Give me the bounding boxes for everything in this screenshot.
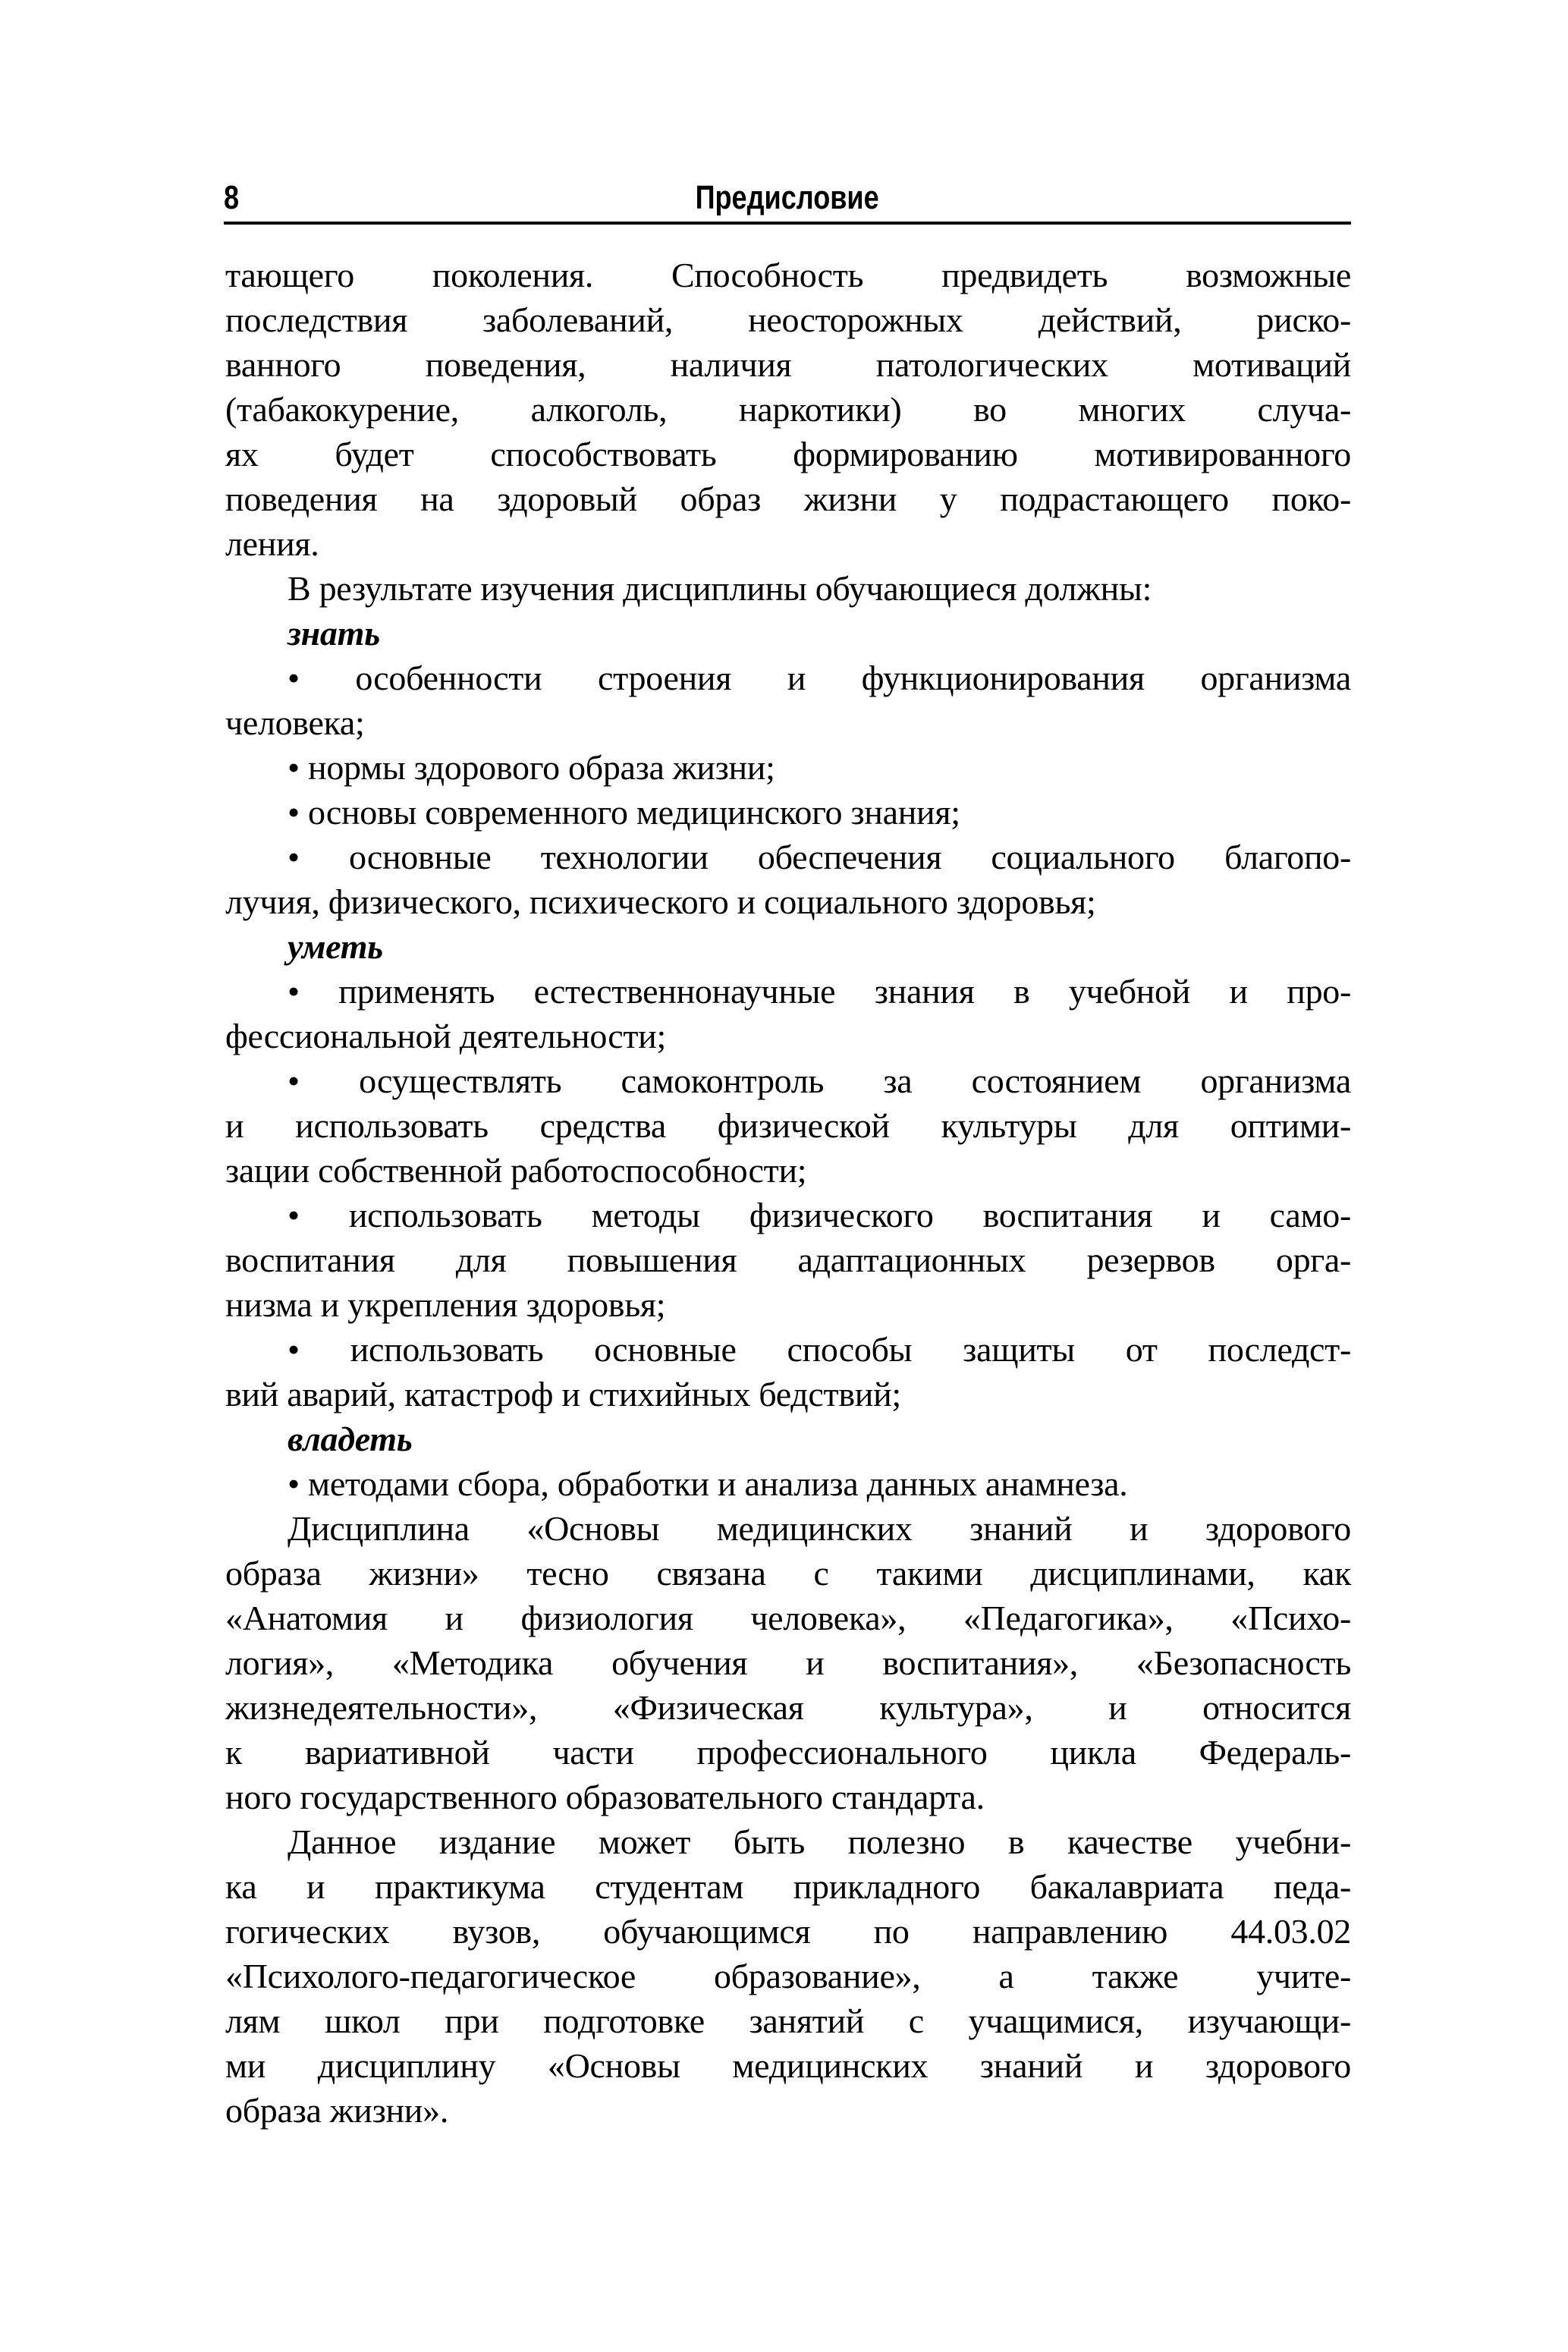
text-line: к вариативной части профессионального цикла Федераль-: [225, 1733, 1351, 1772]
text-line: знать: [288, 614, 380, 652]
text-line: • применять естественнонаучные знания в учебной и про-: [288, 972, 1351, 1011]
page-number: 8: [224, 179, 240, 216]
text-line: • нормы здорового образа жизни;: [288, 748, 775, 787]
paragraph: [225, 969, 1351, 1058]
text-line: последствия заболеваний, неосторожных действий, риско-: [225, 300, 1351, 339]
page-body: [225, 253, 1351, 2133]
text-line: «Психолого-педагогическое образование», а также учите-: [225, 1957, 1351, 1995]
text-line: • основные технологии обеспечения социального благопо-: [288, 838, 1351, 876]
text-line: образа жизни» тесно связана с такими дисциплинами, как: [225, 1554, 1351, 1593]
paragraph: [225, 253, 1351, 566]
text-line: низма и укрепления здоровья;: [225, 1285, 666, 1324]
text-line: • осуществлять самоконтроль за состоянием организма: [288, 1061, 1351, 1100]
text-line: фессиональной деятельности;: [225, 1017, 666, 1055]
text-line: ми дисциплину «Основы медицинских знаний и здорового: [225, 2046, 1351, 2085]
text-line: зации собственной работоспособности;: [225, 1151, 807, 1190]
text-line: воспитания для повышения адаптационных резервов орга-: [225, 1240, 1351, 1279]
text-line: • использовать методы физического воспитания и само-: [288, 1196, 1351, 1234]
header-title-wrap: [224, 178, 1351, 219]
text-line: и использовать средства физической культуры для оптими-: [225, 1106, 1351, 1145]
paragraph: [225, 1819, 1351, 2133]
paragraph: [225, 1461, 1351, 1506]
subheading: [225, 924, 1351, 969]
subheading: [225, 1417, 1351, 1461]
text-line: • особенности строения и функционирования организма: [288, 659, 1351, 697]
paragraph: [225, 745, 1351, 790]
text-line: гогических вузов, обучающимся по направлению 44.03.02: [225, 1912, 1351, 1951]
text-line: поведения на здоровый образ жизни у подрастающего поко-: [225, 480, 1351, 518]
paragraph: [225, 1058, 1351, 1193]
running-head: [224, 178, 1351, 219]
paragraph: [225, 656, 1351, 745]
text-line: Данное издание может быть полезно в качестве учебни-: [288, 1822, 1351, 1861]
text-line: ванного поведения, наличия патологических мотиваций: [225, 345, 1351, 384]
paragraph: [225, 1193, 1351, 1327]
text-line: владеть: [288, 1420, 413, 1458]
subheading: [225, 611, 1351, 656]
text-line: • использовать основные способы защиты от последст-: [288, 1330, 1351, 1369]
text-line: образа жизни».: [225, 2091, 449, 2130]
text-line: жизнедеятельности», «Физическая культура», и относится: [225, 1688, 1351, 1727]
text-line: тающего поколения. Способность предвидеть возможные: [225, 256, 1351, 294]
text-line: ка и практикума студентам прикладного бакалавриата педа-: [225, 1867, 1351, 1906]
text-line: ления.: [225, 524, 319, 563]
paragraph: [225, 1506, 1351, 1819]
text-line: Дисциплина «Основы медицинских знаний и здорового: [288, 1509, 1351, 1548]
text-line: «Анатомия и физиология человека», «Педагогика», «Психо-: [225, 1599, 1351, 1637]
paragraph: [225, 566, 1351, 611]
paragraph: [225, 1327, 1351, 1417]
text-line: ях будет способствовать формированию мотивированного: [225, 435, 1351, 473]
text-line: человека;: [225, 703, 365, 742]
paragraph: [225, 835, 1351, 924]
text-line: ного государственного образовательного стандарта.: [225, 1778, 985, 1816]
text-line: • методами сбора, обработки и анализа данных анамнеза.: [288, 1464, 1128, 1503]
header-title: Предисловие: [695, 179, 880, 216]
text-line: логия», «Методика обучения и воспитания», «Безопасность: [225, 1643, 1351, 1682]
text-line: уметь: [288, 927, 383, 966]
paragraph: [225, 790, 1351, 835]
text-line: лям школ при подготовке занятий с учащимися, изучающи-: [225, 2001, 1351, 2040]
text-line: (табакокурение, алкоголь, наркотики) во многих случа-: [225, 390, 1351, 429]
text-line: лучия, физического, психического и социального здоровья;: [225, 882, 1096, 921]
text-line: • основы современного медицинского знания;: [288, 793, 960, 832]
text-line: вий аварий, катастроф и стихийных бедствий;: [225, 1375, 901, 1413]
header-rule: [224, 222, 1351, 225]
text-line: В результате изучения дисциплины обучающиеся должны:: [288, 569, 1152, 608]
